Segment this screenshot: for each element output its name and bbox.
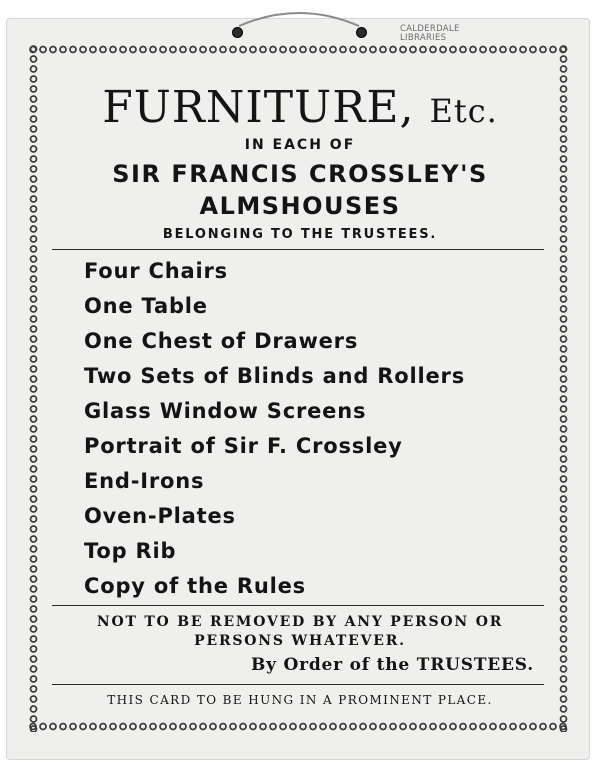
list-item: One Table [84, 294, 208, 318]
border-bottom [28, 721, 569, 732]
page-title [0, 84, 600, 135]
list-item: One Chest of Drawers [84, 329, 359, 353]
list-item: Two Sets of Blinds and Rollers [84, 364, 465, 388]
library-stamp [400, 25, 460, 43]
hanging-hole-left [232, 27, 243, 38]
divider-middle [52, 605, 544, 606]
hang-instruction: THIS CARD TO BE HUNG IN A PROMINENT PLACE. [107, 693, 493, 707]
list-item: Portrait of Sir F. Crossley [84, 434, 403, 458]
divider-top [52, 249, 544, 250]
title-etc: Etc. [429, 92, 498, 130]
hanging-string [234, 6, 364, 30]
list-item: Glass Window Screens [84, 399, 367, 423]
order-signature: By Order of the TRUSTEES. [250, 655, 534, 675]
notice-line-2: PERSONS WHATEVER. [194, 633, 406, 649]
list-item: Four Chairs [84, 259, 228, 283]
belonging-line: BELONGING TO THE TRUSTEES. [162, 227, 438, 242]
list-item: Top Rib [84, 539, 177, 563]
border-top [28, 44, 569, 55]
almshouses-heading: ALMSHOUSES [199, 192, 401, 220]
list-item: End-Irons [84, 469, 205, 493]
hanging-hole-right [356, 27, 367, 38]
notice-line-1: NOT TO BE REMOVED BY ANY PERSON OR [96, 614, 504, 630]
list-item: Copy of the Rules [84, 574, 306, 598]
in-each-of: IN EACH OF [244, 137, 356, 153]
stamp-line-2: LIBRARIES [400, 33, 447, 43]
list-item: Oven-Plates [84, 504, 236, 528]
furniture-list [84, 255, 465, 605]
divider-bottom [52, 684, 544, 685]
owner-name: SIR FRANCIS CROSSLEY'S [112, 160, 488, 188]
title-main: FURNITURE, [102, 82, 415, 133]
stamp-line-1: CALDERDALE [400, 24, 460, 34]
